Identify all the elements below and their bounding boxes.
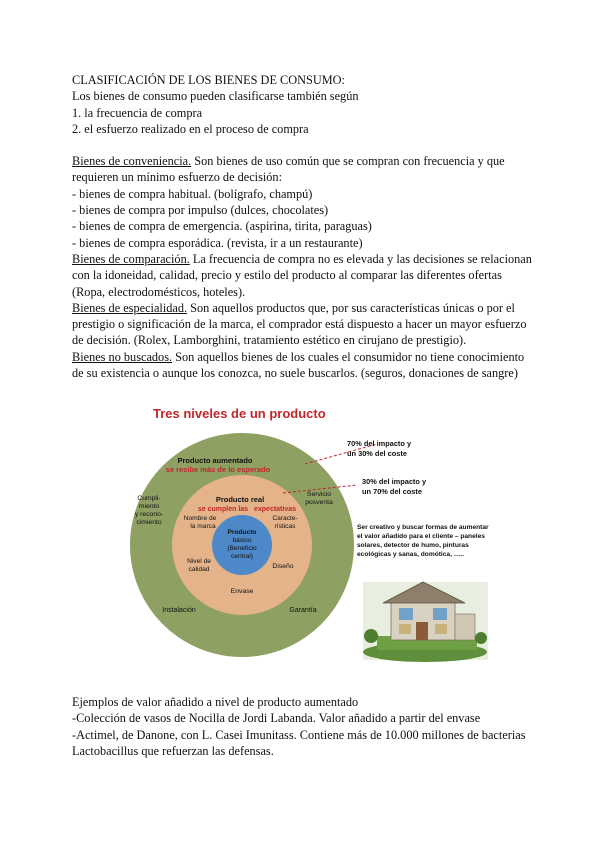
intro-line: Los bienes de consumo pueden clasificarse también según xyxy=(72,89,359,104)
actual-title: Producto real xyxy=(215,495,265,504)
annotation-2: 30% del impacto y xyxy=(362,477,427,486)
actual-subtitle: expectativas xyxy=(253,506,297,513)
middle-label: Envase xyxy=(230,588,254,595)
unsought-text-2: de su existencia o aunque los conozca, no suele buscarlos. (seguros, donaciones de sangre) xyxy=(72,366,518,381)
comparison-paragraph xyxy=(72,251,542,267)
specialty-term: Bienes de especialidad. xyxy=(72,300,188,315)
outer-label: cimiento xyxy=(136,519,162,526)
comparison-text-2: con la idoneidad, calidad, precio y estilo del producto al comparar las diferentes ofertas xyxy=(72,268,502,283)
unsought-text: Son aquellos bienes de los cuales el consumidor no tiene conocimiento xyxy=(172,349,525,364)
middle-label: la marca xyxy=(190,523,216,530)
convenience-text: Son bienes de uso común que se compran con frecuencia y que xyxy=(191,154,505,169)
specialty-text: Son aquellos productos que, por sus características únicas o por el xyxy=(187,300,515,315)
core-label: Producto xyxy=(227,529,257,536)
middle-label: Nombre de xyxy=(183,515,217,522)
classification-section xyxy=(72,72,542,381)
comparison-text-3: (Ropa, electrodomésticos, hoteles). xyxy=(72,284,246,299)
core-label: central) xyxy=(231,553,253,560)
criterion-2: 2. el esfuerzo realizado en el proceso de compra xyxy=(72,121,309,136)
annotation-1: 70% del impacto y xyxy=(347,439,412,448)
convenience-item: - bienes de compra habitual. (bolígrafo, champú) xyxy=(72,186,313,201)
core-label: básico xyxy=(232,537,252,544)
core-label: (Beneficio xyxy=(227,545,257,552)
comparison-text: La frecuencia de compra no es elevada y las decisiones se relacionan xyxy=(189,251,532,266)
annotation-2: un 70% del coste xyxy=(362,487,422,496)
middle-label: calidad xyxy=(188,566,210,573)
convenience-term: Bienes de conveniencia. xyxy=(72,154,192,169)
middle-label: Caracte- xyxy=(272,515,298,522)
convenience-item: - bienes de compra por impulso (dulces, chocolates) xyxy=(72,203,329,218)
criterion-1: 1. la frecuencia de compra xyxy=(72,105,203,120)
middle-label: Diseño xyxy=(272,563,294,570)
creative-note: Ser creativo y buscar formas de aumentar xyxy=(357,524,489,531)
convenience-text-2: requieren un mínimo esfuerzo de decisión: xyxy=(72,170,283,185)
diagram-title: Tres niveles de un producto xyxy=(153,406,326,421)
augmented-title: Producto aumentado xyxy=(177,456,253,465)
convenience-item: - bienes de compra de emergencia. (aspirina, tirita, paraguas) xyxy=(72,219,372,234)
outer-label: Cumpli- xyxy=(137,495,161,502)
middle-label: Nivel de xyxy=(187,558,211,565)
specialty-paragraph xyxy=(72,300,542,316)
section-title: CLASIFICACIÓN DE LOS BIENES DE CONSUMO: xyxy=(72,73,345,87)
product-levels-diagram xyxy=(115,400,520,665)
middle-label: rísticas xyxy=(274,523,296,530)
examples-section xyxy=(72,694,542,759)
creative-note: solares, detector de humo, pinturas xyxy=(357,542,469,549)
convenience-paragraph xyxy=(72,153,542,169)
outer-label: miento xyxy=(138,503,160,510)
specialty-text-2: prestigio o significación de la marca, el comprador está dispuesto a hacer un mayor esfuerzo xyxy=(72,317,527,332)
examples-title: Ejemplos de valor añadido a nivel de producto aumentado xyxy=(72,695,359,709)
actual-subtitle: se cumplen las xyxy=(197,506,249,513)
example-1: -Colección de vasos de Nocilla de Jordi Labanda. Valor añadido a partir del envase xyxy=(72,711,481,726)
unsought-paragraph xyxy=(72,349,542,365)
outer-label: Instalación xyxy=(162,607,196,614)
outer-label: y recono- xyxy=(134,511,164,518)
outer-label: Garantía xyxy=(289,607,317,614)
convenience-item: - bienes de compra esporádica. (revista, ir a un restaurante) xyxy=(72,235,363,250)
comparison-term: Bienes de comparación. xyxy=(72,251,190,266)
unsought-term: Bienes no buscados. xyxy=(72,349,173,364)
creative-note: el valor añadido para el cliente – paneles xyxy=(357,533,485,540)
specialty-text-3: de decisión. (Rolex, Lamborghini, tratamiento estético en cirujano de prestigio). xyxy=(72,333,467,348)
outer-label: posventa xyxy=(305,499,333,506)
augmented-subtitle: se recibe más de lo esperado xyxy=(165,465,271,474)
creative-note: ecológicas y sanas, domótica, ….. xyxy=(357,551,465,558)
example-2: -Actimel, de Danone, con L. Casei Imunitass. Contiene más de 10.000 millones de bacterias xyxy=(72,727,526,742)
smart-house-illustration xyxy=(363,582,488,662)
example-2-cont: Lactobacillus que refuerzan las defensas. xyxy=(72,743,274,758)
annotation-1: un 30% del coste xyxy=(347,449,407,458)
outer-label: Servicio xyxy=(306,491,332,498)
